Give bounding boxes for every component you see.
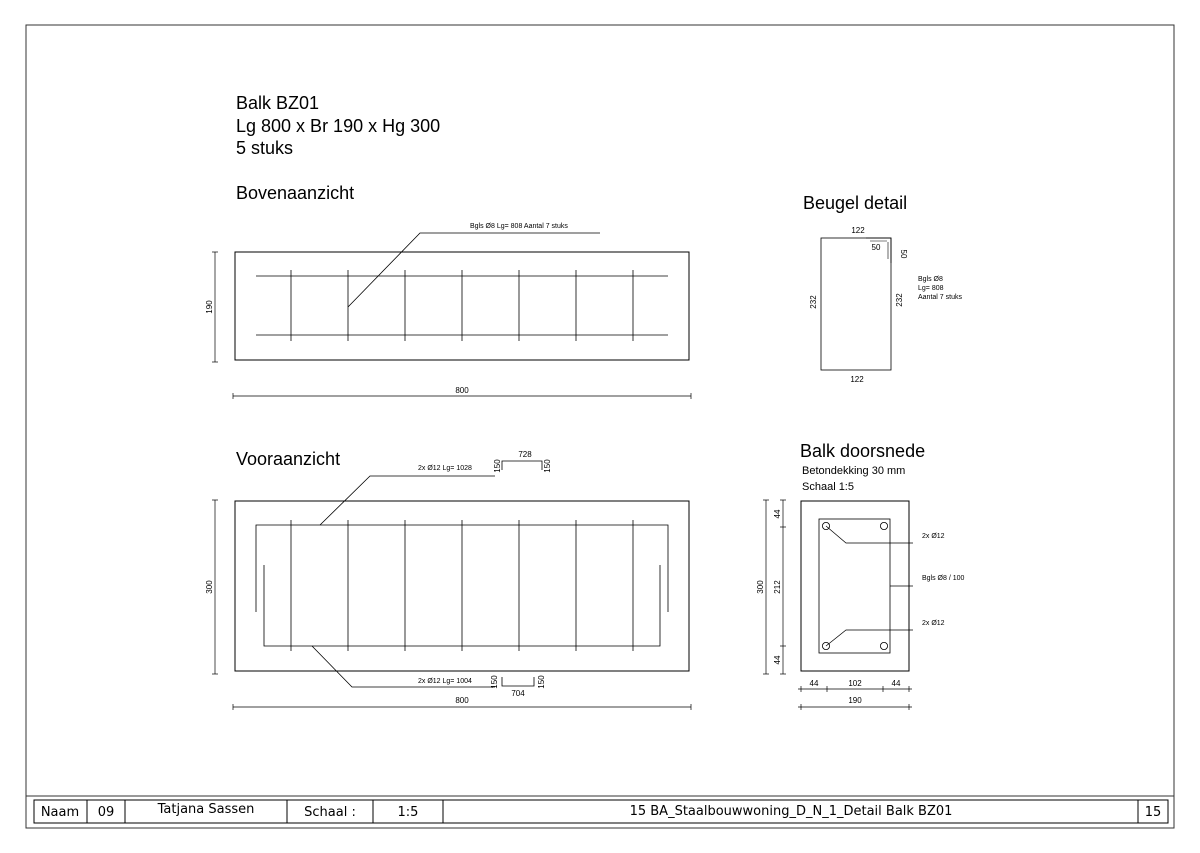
tb-drawing-name: 15 BA_Staalbouwwoning_D_N_1_Detail Balk BZ01 — [629, 804, 953, 819]
section-stirrup — [819, 519, 890, 653]
section-label-top: 2x Ø12 — [922, 533, 945, 540]
top-view-leader — [348, 233, 600, 307]
tb-sheet-no: 15 — [1144, 805, 1162, 820]
stirrup-dim-left: 232 — [809, 295, 818, 309]
rebar-top-right — [880, 522, 887, 529]
tb-schaal-label: Schaal : — [304, 805, 356, 820]
drawing-header — [236, 93, 440, 158]
stirrup-dim-top: 122 — [851, 226, 865, 235]
tb-author: Tatjana Sassen — [157, 802, 255, 817]
section-width-mid-label: 102 — [848, 679, 862, 688]
top-view-title: Bovenaanzicht — [236, 183, 355, 203]
tb-naam-label: Naam — [40, 805, 80, 820]
front-bottom-hook-b: 150 — [537, 675, 546, 689]
section-dim-top-label: 44 — [773, 509, 782, 519]
section-scale-note: Schaal 1:5 — [802, 481, 854, 493]
top-view-stirrup-note: Bgls Ø8 Lg= 808 Aantal 7 stuks — [470, 223, 568, 230]
stirrup-dim-right: 232 — [895, 293, 904, 307]
section-label-bottom: 2x Ø12 — [922, 620, 945, 627]
section-total-height-label: 300 — [756, 580, 765, 594]
front-top-hook-a: 150 — [493, 459, 502, 473]
top-view — [205, 183, 691, 399]
stirrup-note-1: Bgls Ø8 — [918, 276, 943, 283]
section-dim-bottom-label: 44 — [773, 655, 782, 665]
title-block — [34, 800, 1168, 823]
section-cover-note: Betondekking 30 mm — [802, 465, 906, 477]
section-label-stirrup: Bgls Ø8 / 100 — [922, 575, 965, 582]
section-width-total-label: 190 — [848, 696, 862, 705]
stirrup-dim-bottom: 122 — [850, 375, 864, 384]
front-bottom-bar-shape — [502, 677, 534, 686]
section-width-left-label: 44 — [809, 679, 819, 688]
rebar-bottom-right — [880, 642, 887, 649]
section-width-right-label: 44 — [891, 679, 901, 688]
front-top-bar-length: 728 — [518, 450, 532, 459]
front-bottom-bar-length: 704 — [511, 689, 525, 698]
top-view-length-label: 800 — [455, 386, 469, 395]
section-title: Balk doorsnede — [800, 441, 926, 461]
stirrup-detail-title: Beugel detail — [803, 193, 908, 213]
front-view — [205, 449, 691, 710]
front-bottom-hook-a: 150 — [490, 675, 499, 689]
stirrup-hook-h: 50 — [871, 243, 881, 252]
sheet-frame — [26, 25, 1174, 828]
front-view-title: Vooraanzicht — [236, 449, 341, 469]
front-view-height-label: 300 — [205, 580, 214, 594]
front-top-hook-b: 150 — [543, 459, 552, 473]
stirrup-hook-v: 50 — [899, 249, 908, 259]
tb-number: 09 — [97, 805, 115, 820]
section-dim-mid-label: 212 — [773, 580, 782, 594]
front-bottom-bar-note: 2x Ø12 Lg= 1004 — [418, 678, 472, 685]
beam-name: Balk BZ01 — [236, 93, 320, 113]
front-top-bar-shape — [502, 461, 542, 470]
tb-schaal-value: 1:5 — [397, 805, 419, 820]
stirrup-detail — [803, 193, 962, 384]
stirrup-note-3: Aantal 7 stuks — [918, 294, 962, 301]
section-top-leader — [826, 526, 913, 543]
section-bottom-leader — [826, 630, 913, 646]
beam-quantity: 5 stuks — [236, 138, 294, 158]
top-view-height-label: 190 — [205, 300, 214, 314]
stirrup-note-2: Lg= 808 — [918, 285, 944, 292]
cross-section — [756, 441, 965, 710]
beam-dimensions: Lg 800 x Br 190 x Hg 300 — [236, 116, 441, 136]
front-view-length-label: 800 — [455, 696, 469, 705]
front-top-bar-note: 2x Ø12 Lg= 1028 — [418, 465, 472, 472]
stirrup-outline — [821, 238, 891, 370]
